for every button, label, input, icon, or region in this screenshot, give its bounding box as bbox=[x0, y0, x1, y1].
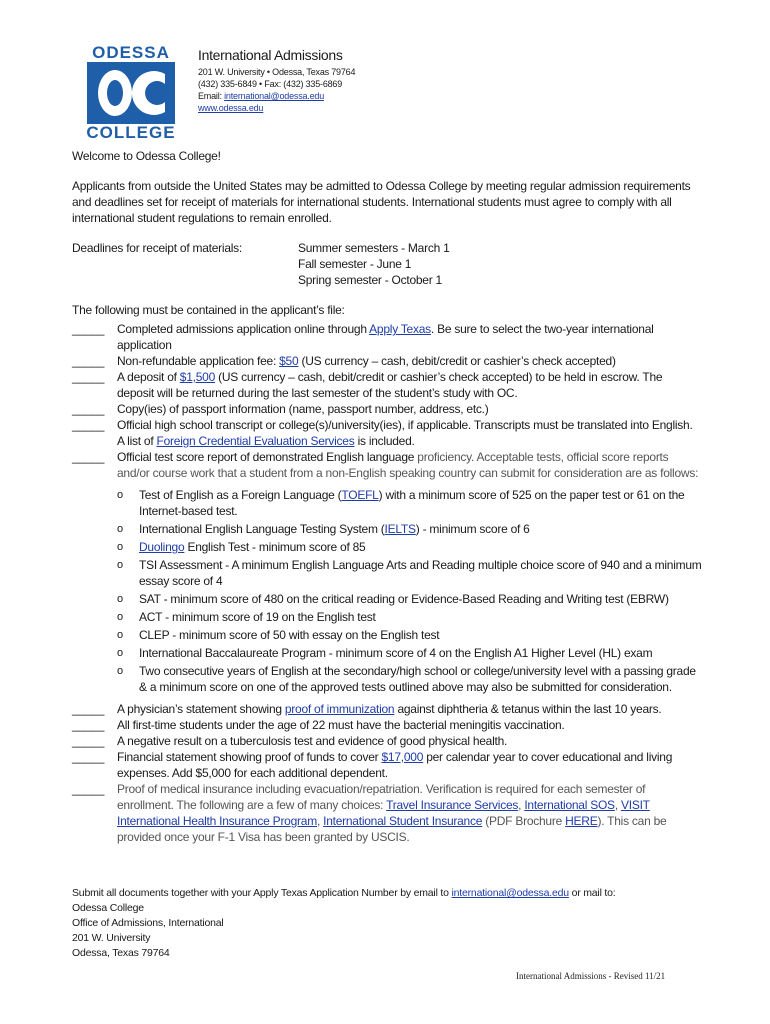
brochure-link[interactable]: HERE bbox=[565, 814, 598, 828]
checklist-blank: _____ bbox=[72, 734, 105, 748]
checklist-blank: _____ bbox=[72, 354, 105, 368]
mail-line-3: 201 W. University bbox=[72, 932, 151, 944]
apply-texas-link[interactable]: Apply Texas bbox=[369, 322, 431, 336]
duolingo-link[interactable]: Duolingo bbox=[139, 540, 185, 554]
fee-link[interactable]: $50 bbox=[279, 354, 299, 368]
deadlines-label: Deadlines for receipt of materials: bbox=[72, 241, 242, 255]
logo-word-bottom: COLLEGE bbox=[86, 123, 176, 142]
test-item-toefl: o Test of English as a Foreign Language (TOEFL) with a minimum score of 525 on the paper test or 61 on the Internet-based test. bbox=[117, 488, 685, 518]
test-item-act: o ACT - minimum score of 19 on the English test bbox=[117, 610, 376, 624]
checklist-blank: _____ bbox=[72, 750, 105, 764]
bullet-icon: o bbox=[117, 489, 123, 501]
immunization-link[interactable]: proof of immunization bbox=[284, 702, 395, 716]
deadline-spring: Spring semester - October 1 bbox=[298, 273, 442, 287]
office-phone: (432) 335-6849 • Fax: (432) 335-6869 bbox=[198, 79, 343, 89]
deadline-summer: Summer semesters - March 1 bbox=[298, 241, 450, 255]
checklist-blank: _____ bbox=[72, 450, 105, 464]
test-item-clep: o CLEP - minimum score of 50 with essay on the English test bbox=[117, 628, 440, 642]
logo-oc-mark bbox=[87, 62, 175, 124]
office-email-line: Email: international@odessa.edu bbox=[198, 91, 325, 101]
checklist-item-physician: _____ A physician’s statement showing proof of immunization against diphtheria & tetanus within the last 10 years. bbox=[72, 702, 662, 716]
bullet-icon: o bbox=[117, 647, 123, 659]
bullet-icon: o bbox=[117, 665, 123, 677]
funds-link[interactable]: $17,000 bbox=[381, 750, 424, 764]
office-website-line bbox=[198, 102, 355, 114]
test-item-duolingo: o Duolingo English Test - minimum score of 85 bbox=[117, 540, 366, 554]
deadline-fall: Fall semester - June 1 bbox=[298, 257, 412, 271]
checklist-continued bbox=[72, 701, 702, 845]
test-item-sat: o SAT - minimum score of 480 on the critical reading or Evidence-Based Reading and Writing test (EBRW) bbox=[117, 592, 669, 606]
student-insurance-link[interactable]: International Student Insurance bbox=[323, 814, 483, 828]
checklist-item-english: _____ Official test score report of demonstrated English language proficiency. Acceptable tests, official score reports and/or course work that a student from a non-English speaking country can submit for consideration are as follows: bbox=[72, 450, 699, 480]
checklist-item-passport: _____ Copy(ies) of passport information (name, passport number, address, etc.) bbox=[72, 402, 489, 416]
test-item-ielts: o International English Language Testing System (IELTS) - minimum score of 6 bbox=[117, 522, 530, 536]
letter-body bbox=[72, 148, 702, 845]
bullet-icon: o bbox=[117, 593, 123, 605]
mail-line-2: Office of Admissions, International bbox=[72, 917, 224, 929]
checklist-item-insurance: _____ Proof of medical insurance including evacuation/repatriation. Verification is required for each semester of enrollment. The following are a few of many choices: Travel Insurance Services, International SOS, VISIT International Health Insurance Program, International Student Insurance (PDF Brochure HERE). This can be provided once your F-1 Visa has been granted by USCIS. bbox=[72, 782, 667, 844]
test-item-ib: o International Baccalaureate Program - minimum score of 4 on the English A1 Higher Level (HL) exam bbox=[117, 646, 653, 660]
checklist-item-tb: _____ A negative result on a tuberculosis test and evidence of good physical health. bbox=[72, 734, 508, 748]
checklist-item-application: _____ Completed admissions application online through Apply Texas. Be sure to select the two-year international application bbox=[72, 322, 654, 352]
checklist-item-deposit: _____ A deposit of $1,500 (US currency – cash, debit/credit or cashier’s check accepted) to be held in escrow. The deposit will be returned during the last semester of the student’s study with OC. bbox=[72, 370, 663, 400]
deadlines bbox=[72, 240, 702, 288]
logo-word-top: ODESSA bbox=[92, 43, 170, 62]
checklist-item-financial: _____ Financial statement showing proof of funds to cover $17,000 per calendar year to cover educational and living expenses. Add $5,000 for each additional dependent. bbox=[72, 750, 673, 780]
intro-paragraph: Applicants from outside the United States may be admitted to Odessa College by meeting regular admission requirements and deadlines set for receipt of materials for international students. International students must agree to comply with all international student regulations to remain enrolled. bbox=[72, 179, 691, 225]
file-requirements-heading: The following must be contained in the applicant’s file: bbox=[72, 303, 345, 317]
checklist-blank: _____ bbox=[72, 322, 105, 336]
checklist-blank: _____ bbox=[72, 402, 105, 416]
checklist-item-transcript: _____ Official high school transcript or college(s)/university(ies), if applicable. Transcripts must be translated into English. A list of Foreign Credential Evaluation Services is included. bbox=[72, 418, 693, 448]
closing-block bbox=[72, 886, 672, 961]
checklist-blank: _____ bbox=[72, 782, 105, 796]
office-email-link[interactable]: international@odessa.edu bbox=[224, 91, 325, 101]
bullet-icon: o bbox=[117, 629, 123, 641]
mail-line-1: Odessa College bbox=[72, 902, 144, 914]
office-title: International Admissions bbox=[198, 47, 343, 63]
letterhead bbox=[198, 47, 355, 114]
toefl-link[interactable]: TOEFL bbox=[341, 488, 379, 502]
bullet-icon: o bbox=[117, 611, 123, 623]
test-item-tsi: o TSI Assessment - A minimum English Language Arts and Reading multiple choice score of 940 and a minimum essay score of 4 bbox=[117, 558, 702, 588]
international-sos-link[interactable]: International SOS bbox=[524, 798, 615, 812]
revision-footer: International Admissions - Revised 11/21 bbox=[516, 971, 666, 981]
bullet-icon: o bbox=[117, 541, 123, 553]
checklist-item-meningitis: _____ All first-time students under the age of 22 must have the bacterial meningitis vaccination. bbox=[72, 718, 565, 732]
test-item-two-years: o Two consecutive years of English at the secondary/high school or college/university level with a passing grade & a minimum score on one of the approved tests outlined above may also be submitted for consideration. bbox=[117, 664, 696, 694]
checklist-item-fee: _____ Non-refundable application fee: $50 (US currency – cash, debit/credit or cashier’s check accepted) bbox=[72, 354, 616, 368]
credential-evaluation-link[interactable]: Foreign Credential Evaluation Services bbox=[156, 434, 355, 448]
mail-line-4: Odessa, Texas 79764 bbox=[72, 947, 170, 959]
bullet-icon: o bbox=[117, 559, 123, 571]
checklist-blank: _____ bbox=[72, 702, 105, 716]
checklist-blank: _____ bbox=[72, 718, 105, 732]
deposit-link[interactable]: $1,500 bbox=[179, 370, 215, 384]
office-website-link[interactable]: www.odessa.edu bbox=[198, 103, 264, 113]
checklist-blank: _____ bbox=[72, 418, 105, 432]
odessa-college-logo bbox=[84, 44, 178, 142]
visit-insurance-link[interactable]: VISIT International Health Insurance Program bbox=[117, 798, 650, 828]
submit-email-link[interactable]: international@odessa.edu bbox=[451, 887, 569, 899]
welcome-text: Welcome to Odessa College! bbox=[72, 149, 221, 163]
submit-instructions: Submit all documents together with your Apply Texas Application Number by email to international@odessa.edu or mail to: bbox=[72, 887, 616, 899]
office-address: 201 W. University • Odessa, Texas 79764 bbox=[198, 67, 356, 77]
english-tests-list bbox=[117, 487, 702, 695]
ielts-link[interactable]: IELTS bbox=[384, 522, 416, 536]
bullet-icon: o bbox=[117, 523, 123, 535]
checklist-blank: _____ bbox=[72, 370, 105, 384]
travel-insurance-link[interactable]: Travel Insurance Services bbox=[386, 798, 519, 812]
